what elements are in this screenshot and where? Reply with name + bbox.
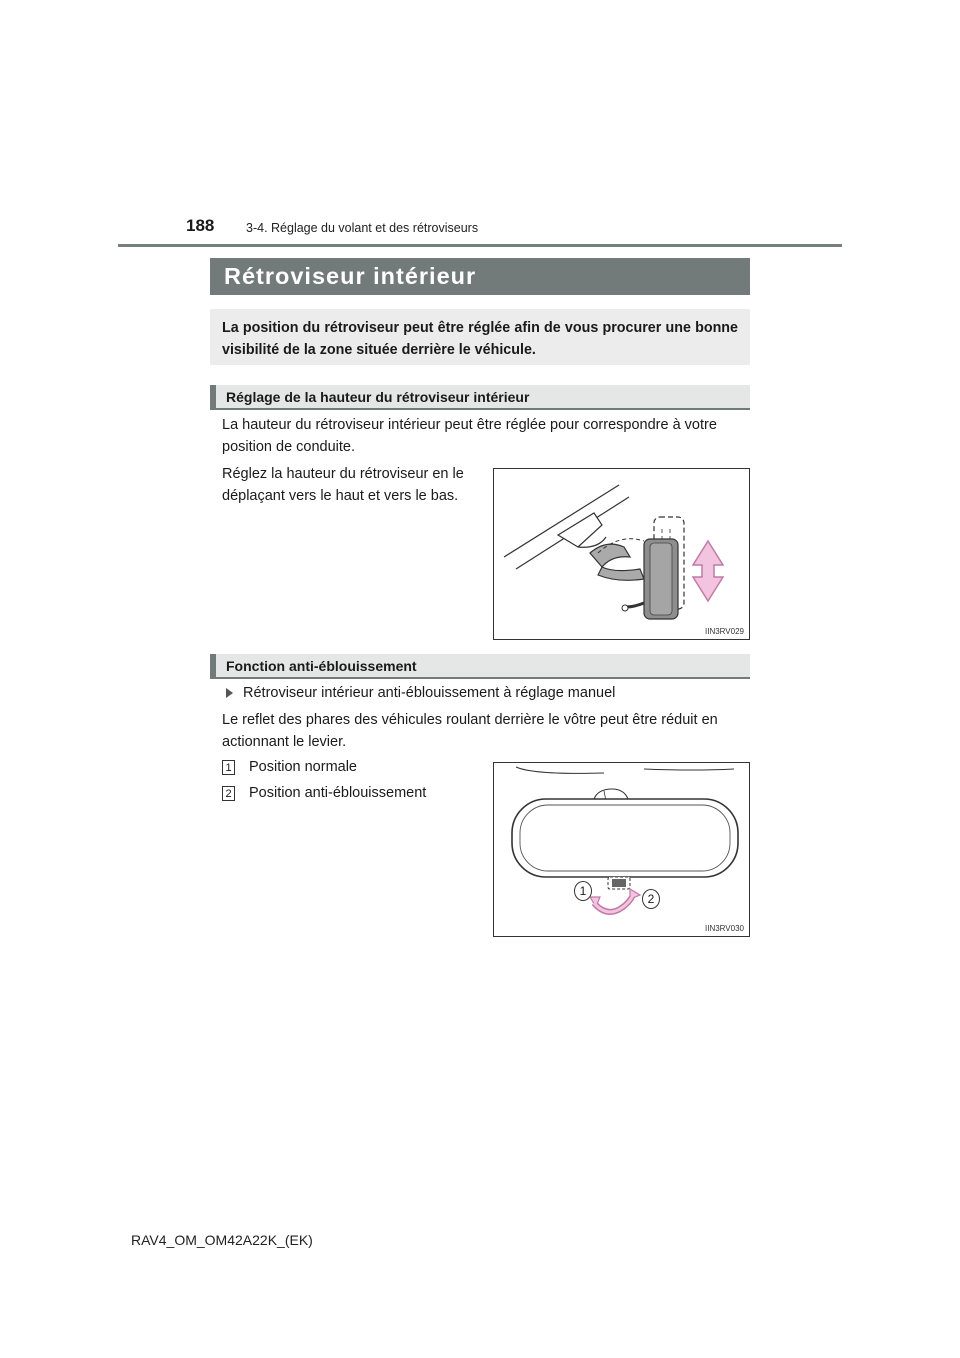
height-section-heading: Réglage de la hauteur du rétroviseur intérieur bbox=[210, 385, 750, 410]
mirror-height-illustration bbox=[494, 469, 749, 639]
footer-document-code: RAV4_OM_OM42A22K_(EK) bbox=[131, 1232, 313, 1248]
header-rule bbox=[118, 244, 842, 247]
figure-label-2: 2 bbox=[642, 889, 660, 909]
intro-box: La position du rétroviseur peut être réglée afin de vous procurer une bonne visibilité de la zone située derrière le véhicule. bbox=[210, 309, 750, 365]
anti-glare-section-heading: Fonction anti-éblouissement bbox=[210, 654, 750, 679]
figure-label-1: 1 bbox=[574, 881, 592, 901]
legend-number: 1 bbox=[222, 760, 235, 775]
chapter-title: 3-4. Réglage du volant et des rétroviseurs bbox=[246, 221, 479, 235]
anti-glare-figure bbox=[493, 762, 750, 937]
height-paragraph: La hauteur du rétroviseur intérieur peut être réglée pour correspondre à votre position de conduite. bbox=[222, 417, 717, 455]
anti-glare-bullet-text: Rétroviseur intérieur anti-éblouissement à réglage manuel bbox=[243, 685, 616, 701]
up-down-arrow-icon bbox=[693, 541, 723, 601]
legend-label: Position normale bbox=[249, 759, 357, 775]
page-title: Rétroviseur intérieur bbox=[224, 263, 477, 289]
anti-glare-illustration bbox=[494, 763, 749, 936]
figure-code: IIN3RV030 bbox=[705, 924, 744, 933]
page-title-bar bbox=[210, 258, 750, 295]
legend-label: Position anti-éblouissement bbox=[249, 785, 427, 801]
figure-code: IIN3RV029 bbox=[705, 627, 744, 636]
height-instruction-line-2: déplaçant vers le haut et vers le bas. bbox=[222, 488, 459, 504]
anti-glare-paragraph: Le reflet des phares des véhicules roulant derrière le vôtre peut être réduit en actionnant le levier. bbox=[222, 712, 718, 750]
triangle-bullet-icon bbox=[226, 688, 233, 698]
legend-number: 2 bbox=[222, 786, 235, 801]
legend-item-2 bbox=[222, 785, 426, 801]
page-number: 188 bbox=[186, 216, 215, 235]
anti-glare-bullet bbox=[226, 685, 615, 701]
mirror-height-figure bbox=[493, 468, 750, 640]
legend-item-1 bbox=[222, 759, 357, 775]
height-instruction-line-1: Réglez la hauteur du rétroviseur en le bbox=[222, 466, 464, 482]
